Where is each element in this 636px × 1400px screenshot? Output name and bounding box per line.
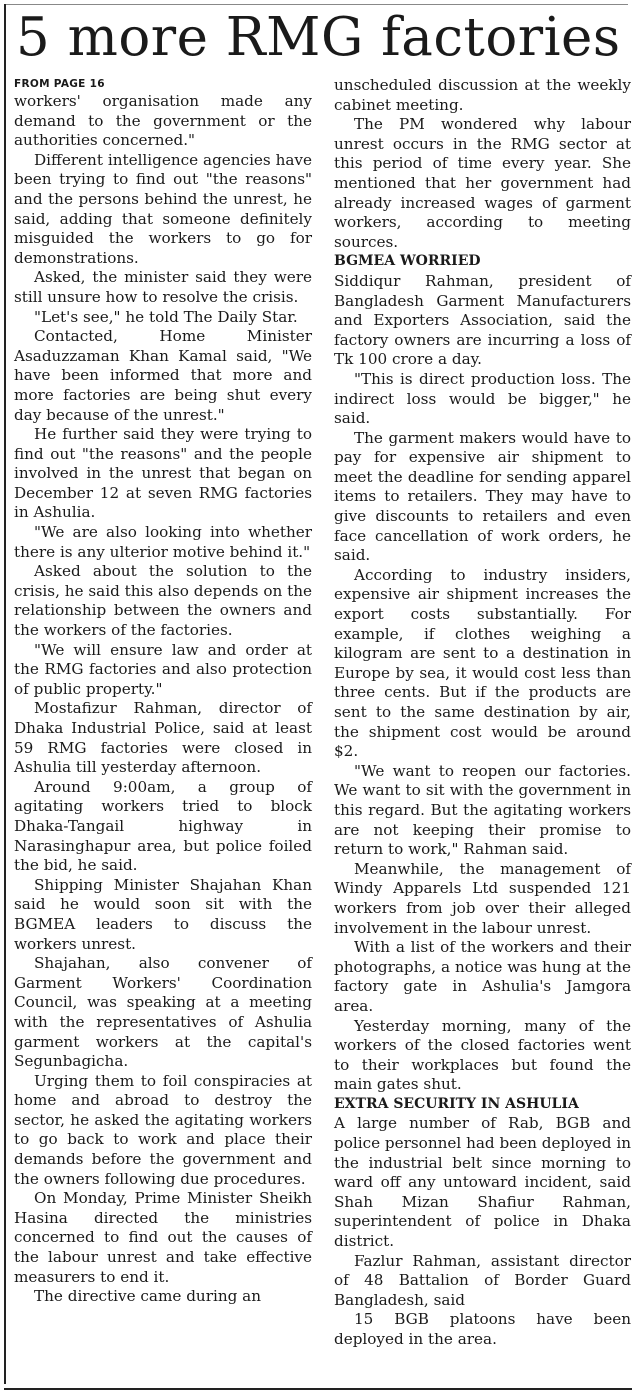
paragraph: Asked about the solution to the crisis, he said this also depends on the relationship between the owners and the workers of the factories. xyxy=(14,562,312,640)
paragraph: On Monday, Prime Minister Sheikh Hasina directed the ministries concerned to find out the causes of the labour unrest and take effective measurers to end it. xyxy=(14,1189,312,1286)
paragraph: "We are also looking into whether there is any ulterior motive behind it." xyxy=(14,523,312,561)
paragraph: Shajahan, also convener of Garment Workers' Coordination Council, was speaking at a meeting with the representatives of Ashulia garment workers at the capital's Segunbagicha. xyxy=(14,954,312,1071)
paragraph: "This is direct production loss. The indirect loss would be bigger," he said. xyxy=(334,369,631,428)
paragraph: Siddiqur Rahman, president of Bangladesh Garment Manufacturers and Exporters Association, said the factory owners are incurring a loss of Tk 100 crore a day. xyxy=(334,271,631,369)
paragraph: The garment makers would have to pay for expensive air shipment to meet the deadline for sending apparel items to retailers. They may have to give discounts to retailers and even face cancellation of work orders, he said. xyxy=(334,428,631,565)
paragraph: "We want to reopen our factories. We want to sit with the government in this regard. But the agitating workers are not keeping their promise to return to work," Rahman said. xyxy=(334,761,631,859)
jump-label: FROM PAGE 16 xyxy=(14,78,105,90)
paragraph: unscheduled discussion at the weekly cabinet meeting. xyxy=(334,76,631,114)
paragraph: Shipping Minister Shajahan Khan said he would soon sit with the BGMEA leaders to discuss the workers unrest. xyxy=(14,875,312,953)
paragraph: According to industry insiders, expensive air shipment increases the export costs substantially. For example, if clothes weighing a kilogram are sent to a destination in Europe by sea, it would cost less than three cents. But if the products are sent to the same destination by air, the shipment cost would be around $2. xyxy=(334,565,631,761)
paragraph: He further said they were trying to find out "the reasons" and the people involved in the unrest that began on December 12 at seven RMG factories in Ashulia. xyxy=(14,425,312,522)
paragraph: Mostafizur Rahman, director of Dhaka Industrial Police, said at least 59 RMG factories were closed in Ashulia till yesterday afternoon. xyxy=(14,699,312,777)
paragraph: With a list of the workers and their photographs, a notice was hung at the factory gate in Ashulia's Jamgora area. xyxy=(334,938,631,1015)
left-column-rule xyxy=(4,4,6,1384)
paragraph: Contacted, Home Minister Asaduzzaman Khan Kamal said, "We have been informed that more and more factories are being shut every day because of the unrest." xyxy=(14,327,312,424)
paragraph: Urging them to foil conspiracies at home and abroad to destroy the sector, he asked the agitating workers to go back to work and place their demands before the government and the owners following due procedures. xyxy=(14,1071,312,1188)
paragraph: Asked, the minister said they were still unsure how to resolve the crisis. xyxy=(14,268,312,306)
article-column-right xyxy=(334,76,631,1350)
paragraph: The directive came during an xyxy=(34,1287,261,1306)
paragraph: The PM wondered why labour unrest occurs in the RMG sector at this period of time every year. She mentioned that her government had already increased wages of garment workers, according to meeting sources. xyxy=(334,115,631,251)
bottom-rule xyxy=(4,1388,632,1390)
paragraph: Meanwhile, the management of Windy Apparels Ltd suspended 121 workers from job over their alleged involvement in the labour unrest. xyxy=(334,859,631,937)
subheading-extra-security: EXTRA SECURITY IN ASHULIA xyxy=(334,1095,579,1112)
paragraph: Different intelligence agencies have been trying to find out "the reasons" and the persons behind the unrest, he said, adding that someone definitely misguided the workers to go for demonstrations. xyxy=(14,150,312,267)
paragraph: A large number of Rab, BGB and police personnel had been deployed in the industrial belt since morning to ward off any untoward incident, said Shah Mizan Shafiur Rahman, superintendent of police in Dhaka district. xyxy=(334,1114,631,1251)
paragraph: Around 9:00am, a group of agitating workers tried to block Dhaka-Tangail highway in Narasinghapur area, but police foiled the bid, he said. xyxy=(14,777,312,875)
paragraph: 15 BGB platoons have been deployed in the area. xyxy=(334,1310,631,1348)
subheading-bgmea-worried: BGMEA WORRIED xyxy=(334,253,481,270)
paragraph: Yesterday morning, many of the workers of the closed factories went to their workplaces but found the main gates shut. xyxy=(334,1016,631,1094)
paragraph: workers' organisation made any demand to the government or the authorities concerned." xyxy=(14,92,312,150)
headline: 5 more RMG factories xyxy=(16,7,621,68)
paragraph: "We will ensure law and order at the RMG factories and also protection of public property." xyxy=(14,640,312,698)
paragraph: Fazlur Rahman, assistant director of 48 Battalion of Border Guard Bangladesh, said xyxy=(334,1251,631,1309)
article-column-left xyxy=(14,76,312,1307)
paragraph: "Let's see," he told The Daily Star. xyxy=(34,307,298,326)
